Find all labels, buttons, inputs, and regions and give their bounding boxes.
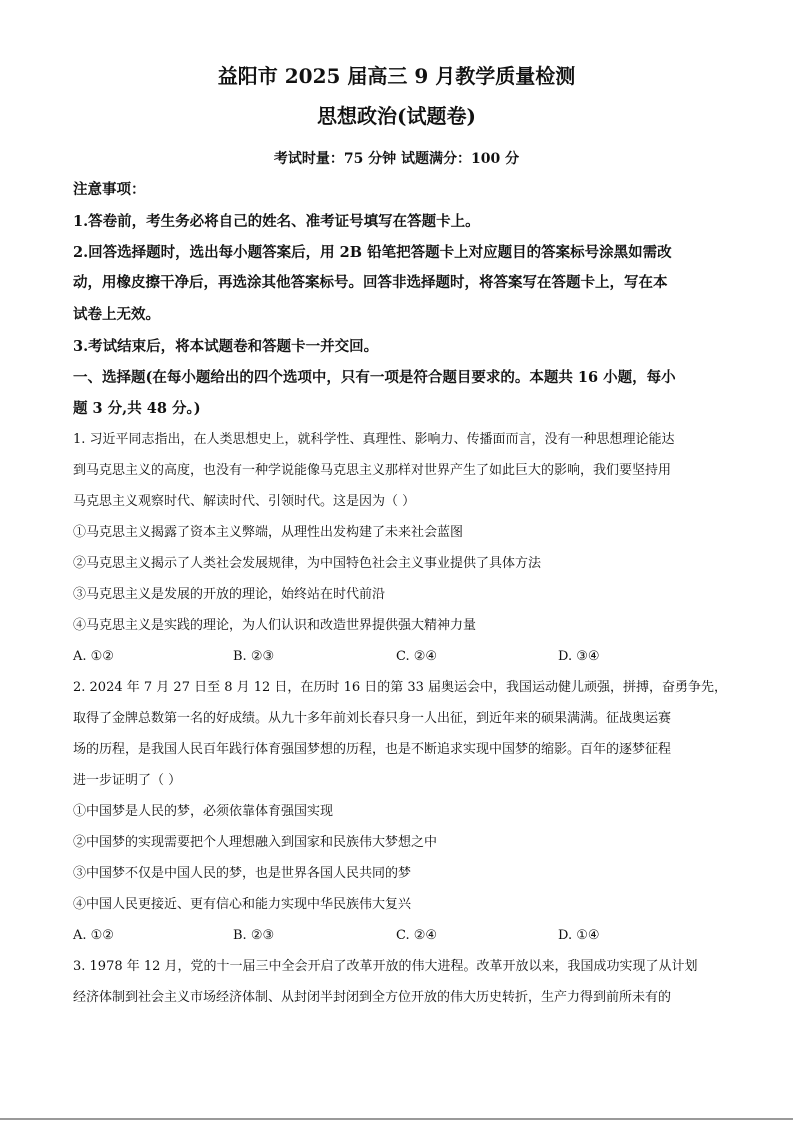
notice-line: 3.考试结束后，将本试题卷和答题卡一并交回。 — [73, 338, 379, 355]
question-stem: 场的历程，是我国人民百年践行体育强国梦想的历程，也是不断追求实现中国梦的缩影。百年的逐梦征程 — [73, 742, 672, 757]
question-item: ①马克思主义揭露了资本主义弊端，从理性出发构建了未来社会蓝图 — [73, 525, 464, 540]
notice-heading: 注意事项： — [73, 181, 146, 198]
question-stem: 经济体制到社会主义市场经济体制、从封闭半封闭到全方位开放的伟大历史转折，生产力得到前所未有的 — [73, 990, 672, 1005]
exam-title: 益阳市 2025 届高三 9 月教学质量检测 — [217, 64, 576, 88]
option-d: D. ③④ — [558, 649, 600, 664]
option-a: A. ①② — [73, 928, 114, 943]
question-item: ④中国人民更接近、更有信心和能力实现中华民族伟大复兴 — [73, 897, 412, 912]
question-stem: 进一步证明了（ ） — [73, 773, 182, 788]
notice-line: 1.答卷前，考生务必将自己的姓名、准考证号填写在答题卡上。 — [73, 213, 480, 230]
question-item: ④马克思主义是实践的理论，为人们认识和改造世界提供强大精神力量 — [73, 618, 477, 633]
question-stem: 3. 1978 年 12 月，党的十一届三中全会开启了改革开放的伟大进程。改革开放以来，我国成功实现了从计划 — [73, 959, 698, 974]
notice-line: 动，用橡皮擦干净后，再选涂其他答案标号。回答非选择题时，将答案写在答题卡上，写在本 — [73, 274, 668, 291]
option-c: C. ②④ — [396, 928, 438, 943]
section-heading: 一、选择题(在每小题给出的四个选项中，只有一项是符合题目要求的。本题共 16 小题，每小 — [73, 369, 676, 386]
option-d: D. ①④ — [558, 928, 600, 943]
notice-line: 2.回答选择题时，选出每小题答案后，用 2B 铅笔把答题卡上对应题目的答案标号涂黑如需改 — [73, 244, 672, 261]
section-heading: 题 3 分,共 48 分。) — [73, 400, 201, 417]
page-bottom-rule — [0, 1118, 793, 1120]
option-b: B. ②③ — [233, 928, 275, 943]
option-b: B. ②③ — [233, 649, 275, 664]
exam-subtitle: 思想政治(试题卷) — [317, 104, 476, 128]
question-stem: 到马克思主义的高度，也没有一种学说能像马克思主义那样对世界产生了如此巨大的影响，我们要坚持用 — [73, 463, 672, 478]
question-stem: 1. 习近平同志指出，在人类思想史上，就科学性、真理性、影响力、传播面而言，没有一种思想理论能达 — [73, 432, 675, 447]
question-stem: 马克思主义观察时代、解读时代、引领时代。这是因为（ ） — [73, 494, 416, 509]
question-stem: 取得了金牌总数第一名的好成绩。从九十多年前刘长春只身一人出征，到近年来的硕果满满。征战奥运赛 — [73, 711, 672, 726]
notice-line: 试卷上无效。 — [73, 306, 160, 323]
question-stem: 2. 2024 年 7 月 27 日至 8 月 12 日，在历时 16 日的第 33 届奥运会中，我国运动健儿顽强，拼搏，奋勇争先， — [73, 680, 728, 695]
question-item: ③中国梦不仅是中国人民的梦，也是世界各国人民共同的梦 — [73, 866, 412, 881]
question-item: ②马克思主义揭示了人类社会发展规律，为中国特色社会主义事业提供了具体方法 — [73, 556, 542, 571]
option-a: A. ①② — [73, 649, 114, 664]
question-item: ③马克思主义是发展的开放的理论，始终站在时代前沿 — [73, 587, 386, 602]
option-c: C. ②④ — [396, 649, 438, 664]
question-item: ①中国梦是人民的梦，必须依靠体育强国实现 — [73, 804, 334, 819]
exam-info: 考试时量：75 分钟 试题满分：100 分 — [273, 151, 520, 167]
question-item: ②中国梦的实现需要把个人理想融入到国家和民族伟大梦想之中 — [73, 835, 438, 850]
